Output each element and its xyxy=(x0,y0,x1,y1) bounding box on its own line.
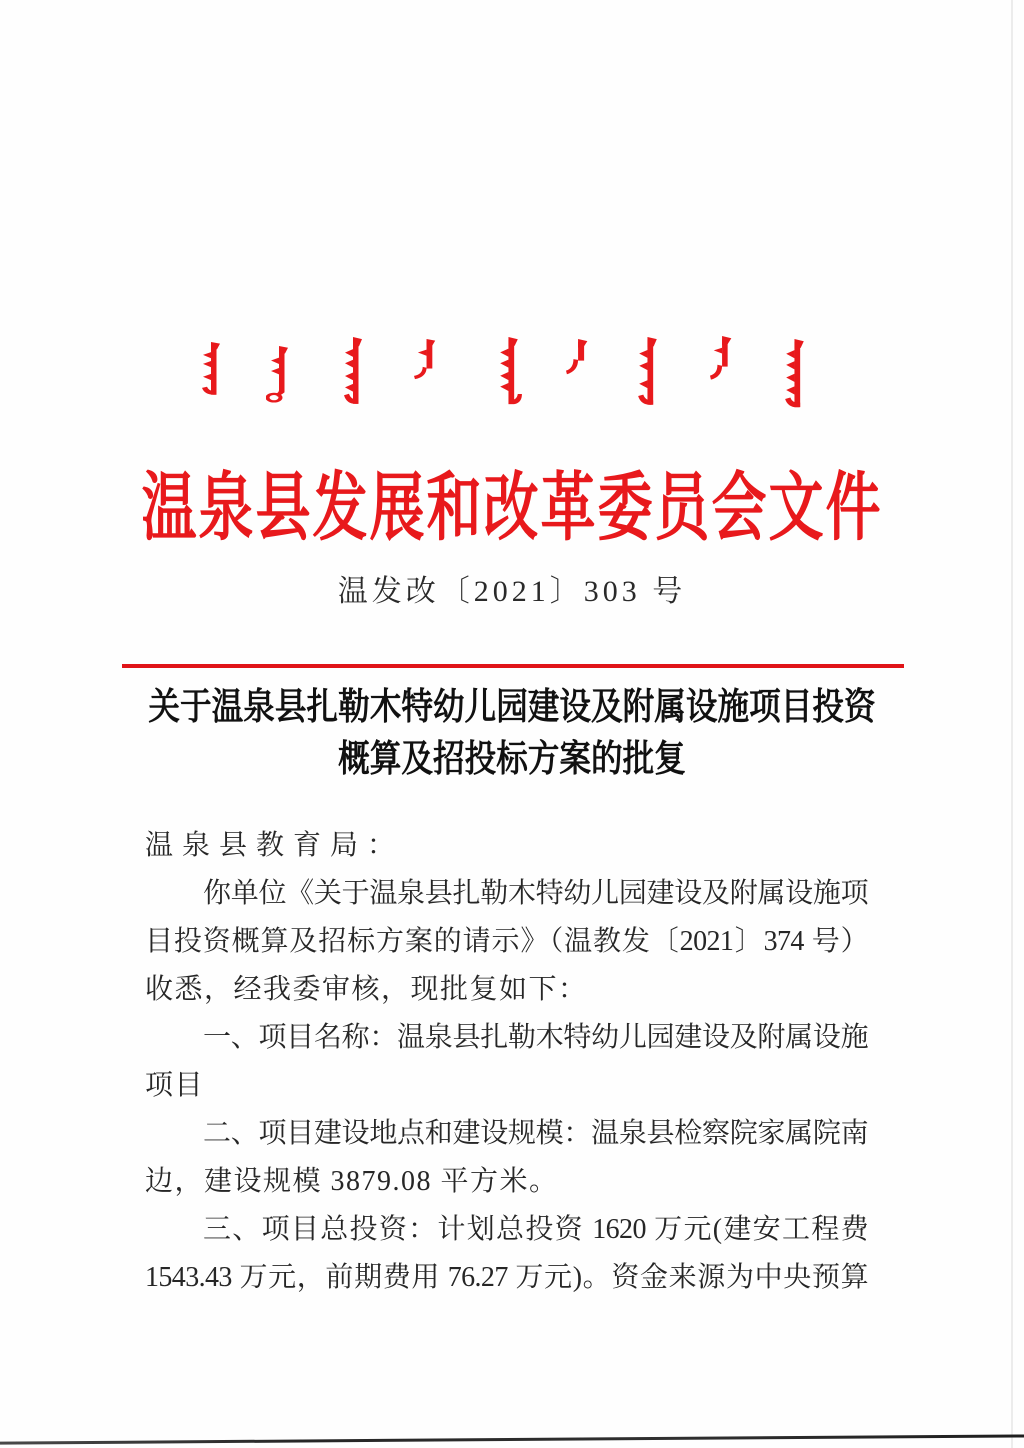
mongolian-word-icon xyxy=(340,337,368,408)
body-line: 一、项目名称：温泉县扎勒木特幼儿园建设及附属设施 xyxy=(203,1022,868,1053)
mongolian-word-icon xyxy=(266,346,294,404)
document-title-line2: 概算及招投标方案的批复 xyxy=(338,739,686,780)
body-line: 目投资概算及招标方案的请示》（温教发〔2021〕374 号） xyxy=(145,926,868,957)
body-line: 三、项目总投资：计划总投资 1620 万元(建安工程费 xyxy=(203,1214,868,1245)
mongolian-word-icon xyxy=(781,339,810,413)
red-separator-line xyxy=(122,664,904,668)
page-bottom-scan-edge xyxy=(0,1434,1024,1444)
doc-number: 温发改〔2021〕303 号 xyxy=(337,575,687,608)
mongolian-word-icon xyxy=(414,339,441,380)
mongolian-word-icon xyxy=(634,337,663,409)
body-text xyxy=(145,822,868,1302)
mongolian-word-icon xyxy=(566,339,592,375)
body-line: 项目 xyxy=(145,1070,205,1101)
body-line: 二、项目建设地点和建设规模：温泉县检察院家属院南 xyxy=(203,1118,868,1149)
mongolian-word-icon xyxy=(710,336,736,381)
mongolian-word-icon xyxy=(495,337,524,410)
body-line: 边，建设规模 3879.08 平方米。 xyxy=(145,1166,559,1197)
mongolian-word-icon xyxy=(198,342,226,398)
document-title xyxy=(0,682,1024,786)
body-line: 你单位《关于温泉县扎勒木特幼儿园建设及附属设施项 xyxy=(203,878,868,909)
salutation-line: 温泉县教育局： xyxy=(145,830,405,861)
page-right-scan-edge xyxy=(1011,0,1013,1448)
body-line: 1543.43 万元，前期费用 76.27 万元)。资金来源为中央预算 xyxy=(145,1262,868,1293)
body-line: 收悉，经我委审核，现批复如下： xyxy=(145,974,588,1005)
agency-masthead-title: 温泉县发展和改革委员会文件 xyxy=(141,466,883,550)
document-title-line1: 关于温泉县扎勒木特幼儿园建设及附属设施项目投资 xyxy=(148,687,876,728)
